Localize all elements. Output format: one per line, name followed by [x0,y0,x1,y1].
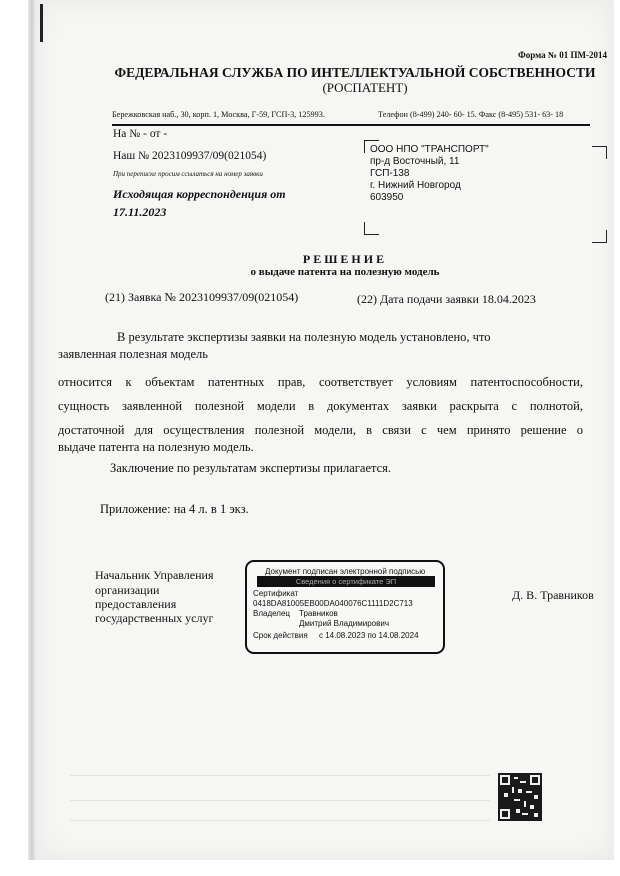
signer-name: Д. В. Травников [512,588,594,602]
body-text-line: сущность заявленной полезной модели в документах заявки раскрыта с полнотой, [58,399,583,413]
validity-value: с 14.08.2023 по 14.08.2024 [319,631,419,640]
stamp-certificate-bar: Сведения о сертификате ЭП [257,576,435,587]
stamp-header: Документ подписан электронной подписью [265,567,426,576]
page-fold-shadow [28,0,36,860]
faint-print-line [70,800,490,801]
signer-role-line: организации [95,583,160,597]
signer-role-line: предоставления [95,597,177,611]
outgoing-date: 17.11.2023 [113,205,167,219]
body-text-line: относится к объектам патентных прав, соответствует условиям патентоспособности, [58,375,583,389]
validity-label: Срок действия [253,631,308,640]
address-bracket-bottom-right [592,230,607,243]
filing-date: (22) Дата подачи заявки 18.04.2023 [357,292,536,306]
header-divider [112,124,590,126]
faint-print-line [70,775,490,776]
address-bracket-bottom-left [364,222,379,235]
address-bracket-top-right [592,146,607,159]
signer-role-line: Начальник Управления [95,568,214,582]
agency-short-name: (РОСПАТЕНТ) [322,80,408,95]
conclusion-note: Заключение по результатам экспертизы прилагается. [110,461,392,475]
agency-address: Бережковская наб., 30, корп. 1, Москва, Г-59, ГСП-3, 125993. [112,110,325,119]
decision-subtitle: о выдаче патента на полезную модель [250,266,440,278]
body-text-line: достаточной для осуществления полезной модели, в связи с чем принято решение о [58,423,583,437]
owner-surname: Травников [299,609,338,618]
reference-hint: При переписке просим ссылаться на номер заявки [113,170,263,178]
faint-print-line [70,820,490,821]
certificate-value: 0418DA81005EB00DA040076C1111D2C713 [253,599,413,608]
addressee-line: ООО НПО "ТРАНСПОРТ" [370,144,489,155]
your-reference: На № - от - [113,128,168,140]
certificate-label: Сертификат [253,589,299,598]
decision-title: РЕШЕНИЕ [302,252,388,266]
body-text-line: выдаче патента на полезную модель. [58,440,254,454]
signer-role-line: государственных услуг [95,611,214,625]
body-text-line: заявленная полезная модель [58,347,208,361]
attachment-note: Приложение: на 4 л. в 1 экз. [100,502,249,516]
outgoing-label: Исходящая корреспонденция от [113,187,286,201]
application-number: (21) Заявка № 2023109937/09(021054) [105,290,299,304]
staple-mark [40,4,43,42]
our-reference: Наш № 2023109937/09(021054) [113,150,267,162]
body-text-line: В результате экспертизы заявки на полезную модель установлено, что [117,330,491,344]
addressee-line: 603950 [370,192,404,203]
agency-phone: Телефон (8-499) 240- 60- 15. Факс (8-495) 531- 63- 18 [378,110,564,119]
owner-name: Дмитрий Владимирович [299,619,390,628]
addressee-line: ГСП-138 [370,168,410,179]
electronic-signature-stamp [245,560,445,654]
addressee-line: пр-д Восточный, 11 [370,156,460,167]
qr-code [498,773,542,821]
owner-label: Владелец [253,609,291,618]
agency-name: ФЕДЕРАЛЬНАЯ СЛУЖБА ПО ИНТЕЛЛЕКТУАЛЬНОЙ СОБСТВЕННОСТИ [114,65,596,80]
form-number: Форма № 01 ПМ-2014 [518,50,607,60]
addressee-line: г. Нижний Новгород [370,180,461,191]
